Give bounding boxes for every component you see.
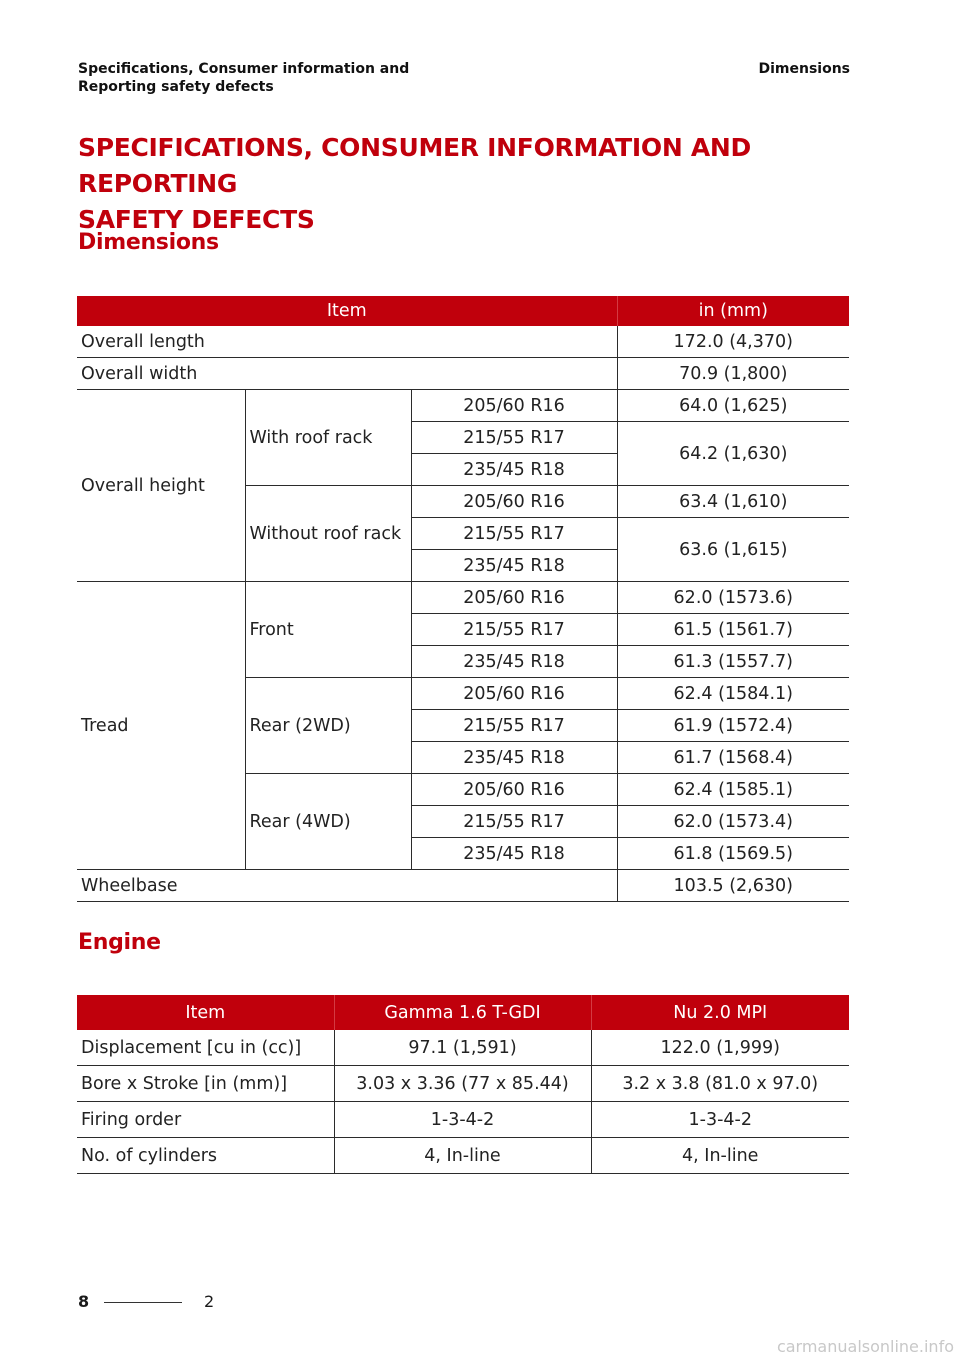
tire-size: 205/60 R16 bbox=[411, 486, 617, 518]
tire-size: 235/45 R18 bbox=[411, 454, 617, 486]
tread-rear-4wd-label: Rear (4WD) bbox=[245, 774, 411, 870]
running-header-line-1: Specifications, Consumer information and bbox=[78, 61, 410, 77]
tire-size: 235/45 R18 bbox=[411, 838, 617, 870]
tread-value: 62.4 (1584.1) bbox=[617, 678, 849, 710]
tread-value: 62.0 (1573.4) bbox=[617, 806, 849, 838]
engine-spec-label: Bore x Stroke [in (mm)] bbox=[77, 1066, 334, 1102]
engine-spec-value: 4, In-line bbox=[334, 1138, 591, 1174]
without-roof-rack-label: Without roof rack bbox=[245, 486, 411, 582]
tread-label: Tread bbox=[77, 582, 245, 870]
height-value: 64.2 (1,630) bbox=[617, 422, 849, 486]
tire-size: 215/55 R17 bbox=[411, 710, 617, 742]
tire-size: 205/60 R16 bbox=[411, 678, 617, 710]
engine-spec-value: 4, In-line bbox=[591, 1138, 849, 1174]
engine-heading: Engine bbox=[78, 930, 161, 955]
tire-size: 205/60 R16 bbox=[411, 390, 617, 422]
tire-size: 205/60 R16 bbox=[411, 774, 617, 806]
engine-spec-value: 3.03 x 3.36 (77 x 85.44) bbox=[334, 1066, 591, 1102]
dimensions-heading: Dimensions bbox=[78, 230, 219, 255]
height-value: 63.4 (1,610) bbox=[617, 486, 849, 518]
engine-spec-label: Firing order bbox=[77, 1102, 334, 1138]
engine-table bbox=[77, 995, 849, 1174]
footer-page-number: 2 bbox=[204, 1292, 215, 1311]
tread-value: 61.5 (1561.7) bbox=[617, 614, 849, 646]
engine-header-row bbox=[77, 995, 849, 1030]
tread-value: 61.7 (1568.4) bbox=[617, 742, 849, 774]
overall-length-label: Overall length bbox=[77, 326, 617, 358]
table-row bbox=[77, 1138, 849, 1174]
overall-length-value: 172.0 (4,370) bbox=[617, 326, 849, 358]
table-row bbox=[77, 326, 849, 358]
engine-spec-value: 1-3-4-2 bbox=[591, 1102, 849, 1138]
tread-front-label: Front bbox=[245, 582, 411, 678]
engine-col-item: Item bbox=[77, 995, 334, 1030]
table-row bbox=[77, 1066, 849, 1102]
tread-value: 61.9 (1572.4) bbox=[617, 710, 849, 742]
overall-width-value: 70.9 (1,800) bbox=[617, 358, 849, 390]
overall-width-label: Overall width bbox=[77, 358, 617, 390]
engine-col-nu: Nu 2.0 MPI bbox=[591, 995, 849, 1030]
footer-rule bbox=[104, 1302, 182, 1303]
tire-size: 205/60 R16 bbox=[411, 582, 617, 614]
tread-rear-2wd-label: Rear (2WD) bbox=[245, 678, 411, 774]
height-value: 63.6 (1,615) bbox=[617, 518, 849, 582]
table-row bbox=[77, 582, 849, 614]
dimensions-header-row bbox=[77, 296, 849, 326]
engine-spec-value: 3.2 x 3.8 (81.0 x 97.0) bbox=[591, 1066, 849, 1102]
engine-spec-label: No. of cylinders bbox=[77, 1138, 334, 1174]
dimensions-col-item: Item bbox=[77, 296, 617, 326]
table-row bbox=[77, 1030, 849, 1066]
engine-spec-value: 122.0 (1,999) bbox=[591, 1030, 849, 1066]
with-roof-rack-label: With roof rack bbox=[245, 390, 411, 486]
dimensions-table bbox=[77, 296, 849, 902]
wheelbase-value: 103.5 (2,630) bbox=[617, 870, 849, 902]
tire-size: 235/45 R18 bbox=[411, 550, 617, 582]
running-header-line-2: Reporting safety defects bbox=[78, 79, 274, 95]
table-row bbox=[77, 390, 849, 422]
tread-value: 62.4 (1585.1) bbox=[617, 774, 849, 806]
tire-size: 235/45 R18 bbox=[411, 646, 617, 678]
tire-size: 215/55 R17 bbox=[411, 422, 617, 454]
tire-size: 215/55 R17 bbox=[411, 614, 617, 646]
table-row bbox=[77, 1102, 849, 1138]
overall-height-label: Overall height bbox=[77, 390, 245, 582]
footer-section-number: 8 bbox=[78, 1292, 90, 1311]
running-header-right: Dimensions bbox=[758, 61, 850, 77]
engine-spec-value: 1-3-4-2 bbox=[334, 1102, 591, 1138]
tread-value: 61.3 (1557.7) bbox=[617, 646, 849, 678]
page-title bbox=[78, 130, 868, 238]
tire-size: 215/55 R17 bbox=[411, 806, 617, 838]
engine-spec-label: Displacement [cu in (cc)] bbox=[77, 1030, 334, 1066]
dimensions-col-value: in (mm) bbox=[617, 296, 849, 326]
wheelbase-label: Wheelbase bbox=[77, 870, 617, 902]
tread-value: 62.0 (1573.6) bbox=[617, 582, 849, 614]
tread-value: 61.8 (1569.5) bbox=[617, 838, 849, 870]
running-header-left bbox=[78, 60, 478, 96]
table-row bbox=[77, 870, 849, 902]
tire-size: 235/45 R18 bbox=[411, 742, 617, 774]
page-title-line-1: SPECIFICATIONS, CONSUMER INFORMATION AND REPORTING bbox=[78, 133, 752, 198]
page-title-line-2: SAFETY DEFECTS bbox=[78, 205, 315, 234]
engine-spec-value: 97.1 (1,591) bbox=[334, 1030, 591, 1066]
engine-col-gamma: Gamma 1.6 T-GDI bbox=[334, 995, 591, 1030]
height-value: 64.0 (1,625) bbox=[617, 390, 849, 422]
tire-size: 215/55 R17 bbox=[411, 518, 617, 550]
table-row bbox=[77, 358, 849, 390]
watermark: carmanualsonline.info bbox=[776, 1337, 954, 1356]
